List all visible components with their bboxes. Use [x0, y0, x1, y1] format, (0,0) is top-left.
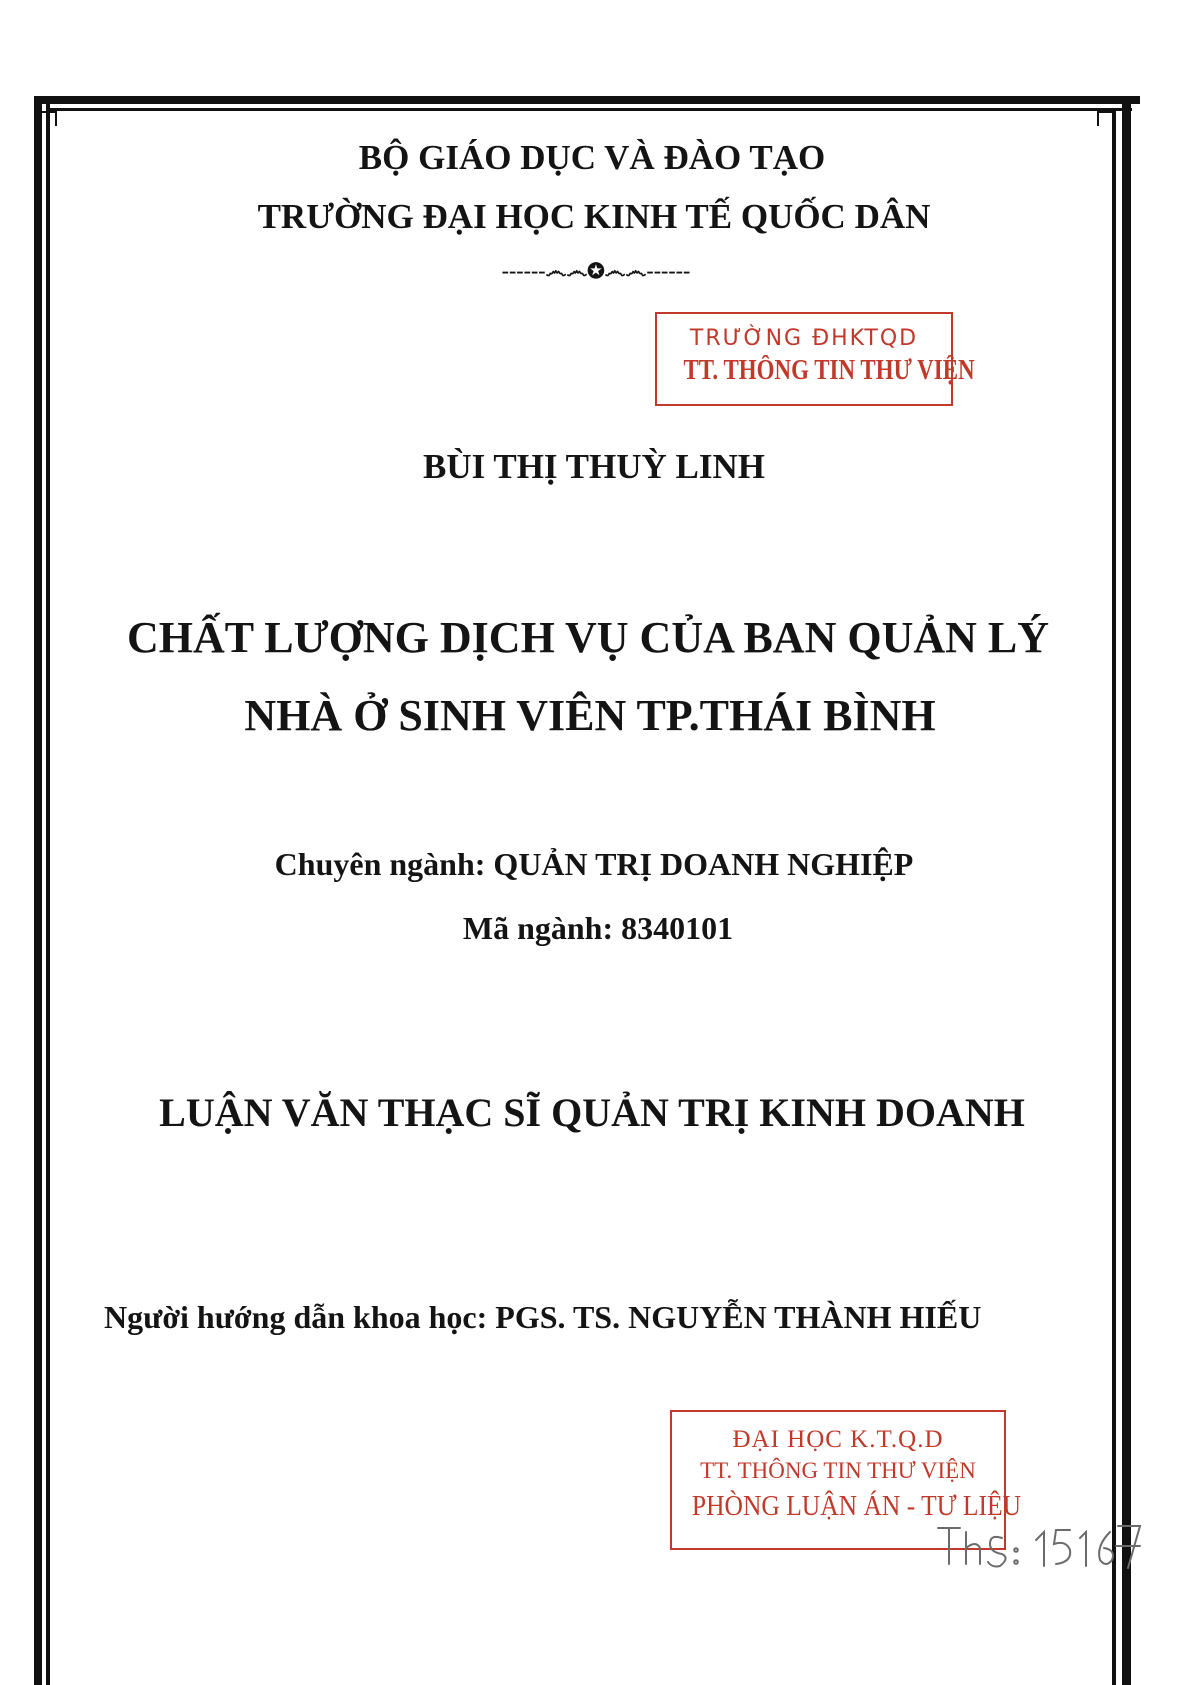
stamp-bottom-line2: TT. THÔNG TIN THƯ VIỆN [700, 1458, 976, 1483]
ministry-heading: BỘ GIÁO DỤC VÀ ĐÀO TẠO [358, 138, 826, 177]
stamp-top-line2: TT. THÔNG TIN THƯ VIỆN [683, 355, 975, 386]
stamp-bottom-line3: PHÒNG LUẬN ÁN - TƯ LIỆU [691, 1490, 1022, 1522]
ornamental-divider: ------෴෴✪෴෴------ [501, 258, 691, 283]
stamp-bottom-line1: ĐẠI HỌC K.T.Q.D [732, 1426, 944, 1453]
major-code: Mã ngành: 8340101 [462, 910, 734, 946]
degree-title: LUẬN VĂN THẠC SĨ QUẢN TRỊ KINH DOANH [159, 1090, 1025, 1135]
handwritten-catalog-note [932, 1500, 1142, 1570]
advisor-line: Người hướng dẫn khoa học: PGS. TS. NGUYỄN THÀNH HIẾU [104, 1299, 982, 1335]
library-stamp-top [655, 312, 975, 406]
stamp-top-line1: TRƯỜNG ĐHKTQD [689, 326, 919, 351]
author-name: BÙI THỊ THUỲ LINH [422, 447, 765, 486]
university-heading: TRƯỜNG ĐẠI HỌC KINH TẾ QUỐC DÂN [257, 197, 931, 236]
major-label: Chuyên ngành: QUẢN TRỊ DOANH NGHIỆP [274, 846, 914, 882]
thesis-title-line1: CHẤT LƯỢNG DỊCH VỤ CỦA BAN QUẢN LÝ [126, 613, 1050, 662]
thesis-title-line2: NHÀ Ở SINH VIÊN TP.THÁI BÌNH [244, 691, 936, 740]
